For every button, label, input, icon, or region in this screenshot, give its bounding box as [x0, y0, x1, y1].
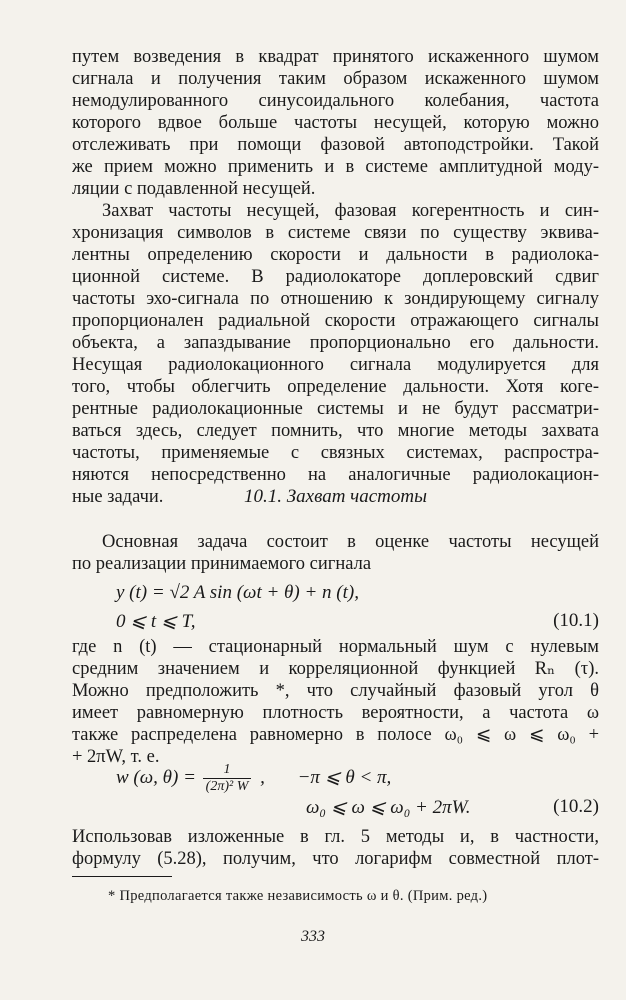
text-line: формулу (5.28), получим, что логарифм совместной плот- — [72, 849, 599, 869]
text-line: Можно предположить *, что случайный фазовый угол θ — [72, 681, 599, 701]
text-line: сигнала и получения таким образом искаженного шумом — [72, 69, 599, 89]
text-line: + 2πW, т. е. — [72, 747, 160, 767]
text-line: того, чтобы облегчить определение дальности. Хотя коге- — [72, 377, 599, 397]
text-line: хронизация символов в системе связи по существу эквива- — [72, 223, 599, 243]
text-line: объекта, а запаздывание пропорционально его дальности. — [72, 333, 599, 353]
text-line: ваться здесь, следует помнить, что многие методы захвата — [72, 421, 599, 441]
text-line: Несущая радиолокационного сигнала модулируется для — [72, 355, 599, 375]
condition-omega: ω₀ ⩽ ω ⩽ ω₀ + 2πW. — [306, 797, 471, 818]
equation-number: (10.2) — [553, 796, 599, 817]
fraction — [203, 762, 252, 795]
text-line: средним значением и корреляционной функцией Rₙ (τ). — [72, 659, 599, 679]
fraction-denominator: (2π)² W — [205, 779, 249, 794]
text-line: Использовав изложенные в гл. 5 методы и, в частности, — [72, 827, 599, 847]
text-line: которого вдвое больше частоты несущей, которую можно — [72, 113, 599, 133]
text-line: путем возведения в квадрат принятого искаженного шумом — [72, 47, 599, 67]
footnote: * Предполагается также независимость ω и θ. (Прим. ред.) — [108, 888, 488, 904]
text-line: же прием можно применить и в системе амплитудной моду- — [72, 157, 599, 177]
section-heading: 10.1. Захват частоты — [244, 486, 427, 507]
paragraph-5 — [72, 826, 599, 870]
text-line: частоты эхо-сигнала по отношению к зондирующему сигналу — [72, 289, 599, 309]
text-line: также распределена равномерно в полосе ω₀ ⩽ ω ⩽ ω₀ + — [72, 725, 599, 745]
paragraph-1 — [72, 46, 599, 200]
text-line: Основная задача состоит в оценке частоты несущей — [102, 532, 599, 552]
equation-lhs: w (ω, θ) = — [116, 766, 196, 788]
equation-10-1-line-2: 0 ⩽ t ⩽ T, — [116, 611, 196, 632]
text-line: ционной системе. В радиолокаторе доплеровский сдвиг — [72, 267, 599, 287]
paragraph-2 — [72, 200, 599, 508]
text-line: отслеживать при помощи фазовой автоподстройки. Такой — [72, 135, 599, 155]
page-number: 333 — [301, 928, 325, 945]
text-line: Захват частоты несущей, фазовая когерентность и син- — [102, 201, 599, 221]
footnote-divider — [72, 876, 172, 877]
text-line: ные задачи. — [72, 487, 164, 507]
condition-theta: −π ⩽ θ < π, — [297, 766, 392, 788]
fraction-numerator: 1 — [203, 762, 252, 779]
text-line: по реализации принимаемого сигнала — [72, 554, 372, 574]
text-line: где n (t) — стационарный нормальный шум с нулевым — [72, 637, 599, 657]
text-line: частоты, применяемые с связных системах, распростра- — [72, 443, 599, 463]
text-line: няются непосредственно на аналогичные радиолокацион- — [72, 465, 599, 485]
text-line: пропорционален радиальной скорости отражающего сигналы — [72, 311, 599, 331]
text-line: лентны определению скорости и дальности в радиолока- — [72, 245, 599, 265]
text-line: рентные радиолокационные системы и не будут рассматри- — [72, 399, 599, 419]
text-line: ляции с подавленной несущей. — [72, 179, 316, 199]
paragraph-4 — [72, 636, 599, 768]
paragraph-3 — [72, 531, 599, 575]
text-line: имеет равномерную плотность вероятности, а частота ω — [72, 703, 599, 723]
equation-10-1-line-1: y (t) = √2 A sin (ωt + θ) + n (t), — [116, 582, 359, 603]
equation-10-2-line-1: w (ω, θ) = $\frac{1}{\text{(2π)² W}}$ , −π ⩽ θ < π, — [116, 762, 392, 794]
equation-number: (10.1) — [553, 610, 599, 631]
text-line: немодулированного синусоидального колебания, частота — [72, 91, 599, 111]
